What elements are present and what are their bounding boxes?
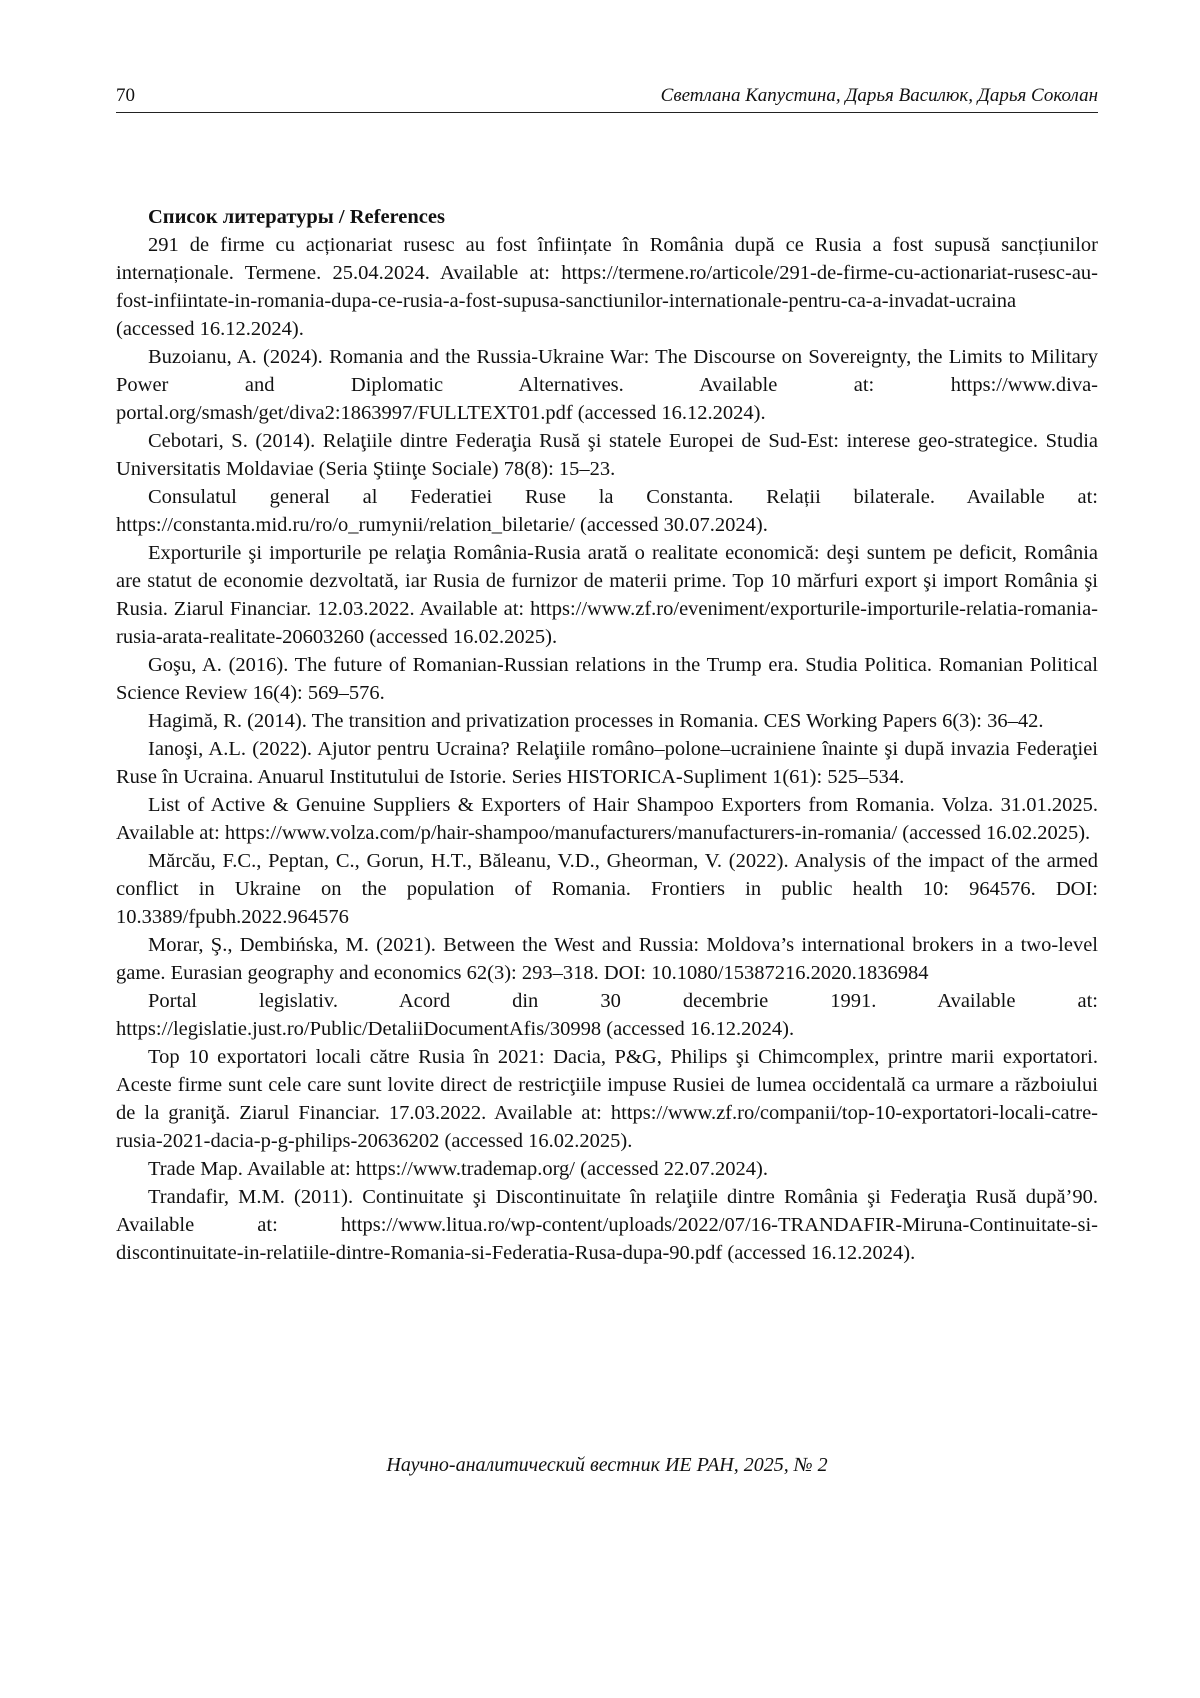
page-number: 70	[116, 85, 135, 106]
reference-item: Exporturile şi importurile pe relaţia România-Rusia arată o realitate economică: deşi suntem pe deficit, România are statut de economie dezvoltată, iar Rusia de furnizor de materii prime. Top 10 mărfuri export şi import România şi Rusia. Ziarul Financiar. 12.03.2022. Available at: https://www.zf.ro/eveniment/exporturile-importurile-relatia-romania-rusia-arata-realitate-20603260 (accessed 16.02.2025).	[116, 542, 1098, 648]
reference-item: Consulatul general al Federatiei Ruse la Constanta. Relații bilaterale. Available at: https://constanta.mid.ru/ro/o_rumynii/relation_biletarie/ (accessed 30.07.2024).	[116, 486, 1098, 536]
references-heading: Список литературы / References	[148, 206, 445, 228]
reference-item: List of Active & Genuine Suppliers & Exporters of Hair Shampoo Exporters from Romania. Volza. 31.01.2025. Available at: https://www.volza.com/p/hair-shampoo/manufacturers/manufacturers-in-romania/ (accessed 16.02.2025).	[116, 794, 1098, 844]
reference-item: Mărcău, F.C., Peptan, C., Gorun, H.T., Băleanu, V.D., Gheorman, V. (2022). Analysis of the impact of the armed conflict in Ukraine on the population of Romania. Frontiers in public health 10: 964576. DOI: 10.3389/fpubh.2022.964576	[116, 850, 1098, 928]
page-header	[116, 82, 1098, 113]
reference-item: Goşu, A. (2016). The future of Romanian-Russian relations in the Trump era. Studia Politica. Romanian Political Science Review 16(4): 569–576.	[116, 654, 1098, 704]
reference-item: Buzoianu, A. (2024). Romania and the Russia-Ukraine War: The Discourse on Sovereignty, the Limits to Military Power and Diplomatic Alternatives. Available at: https://www.diva-portal.org/smash/get/diva2:1863997/FULLTEXT01.pdf (accessed 16.12.2024).	[116, 346, 1098, 424]
running-head: Светлана Капустина, Дарья Василюк, Дарья Соколан	[660, 85, 1098, 106]
references-section	[116, 203, 1098, 1267]
reference-item: 291 de firme cu acționariat rusesc au fost înființate în România după ce Rusia a fost supusă sancțiunilor internaționale. Termene. 25.04.2024. Available at: https://termene.ro/articole/291-de-firme-cu-actionariat-rusesc-au-fost-infiintate-in-romania-dupa-ce-rusia-a-fost-supusa-sanctiunilor-internationale-pentru-ca-a-invadat-ucraina (accessed 16.12.2024).	[116, 234, 1098, 340]
reference-item: Trandafir, M.M. (2011). Continuitate şi Discontinuitate în relaţiile dintre România şi Federaţia Rusă după’90. Available at: https://www.litua.ro/wp-content/uploads/2022/07/16-TRANDAFIR-Miruna-Continuitate-si-discontinuitate-in-relatiile-dintre-Romania-si-Federatia-Rusa-dupa-90.pdf (accessed 16.12.2024).	[116, 1186, 1098, 1264]
page-footer: Научно-аналитический вестник ИЕ РАН, 2025, № 2	[386, 1454, 828, 1476]
reference-item: Ianoşi, A.L. (2022). Ajutor pentru Ucraina? Relaţiile româno–polone–ucrainiene înainte şi după invazia Federaţiei Ruse în Ucraina. Anuarul Institutului de Istorie. Series HISTORICA-Supliment 1(61): 525–534.	[116, 738, 1098, 788]
reference-item: Hagimă, R. (2014). The transition and privatization processes in Romania. CES Working Papers 6(3): 36–42.	[148, 710, 1044, 732]
reference-item: Portal legislativ. Acord din 30 decembrie 1991. Available at: https://legislatie.just.ro/Public/DetaliiDocumentAfis/30998 (accessed 16.12.2024).	[116, 990, 1098, 1040]
reference-item: Morar, Ş., Dembińska, M. (2021). Between the West and Russia: Moldova’s international brokers in a two-level game. Eurasian geography and economics 62(3): 293–318. DOI: 10.1080/15387216.2020.1836984	[116, 934, 1098, 984]
reference-item: Trade Map. Available at: https://www.trademap.org/ (accessed 22.07.2024).	[148, 1158, 768, 1180]
reference-item: Cebotari, S. (2014). Relaţiile dintre Federaţia Rusă şi statele Europei de Sud-Est: interese geo-strategice. Studia Universitatis Moldaviae (Seria Ştiinţe Sociale) 78(8): 15–23.	[116, 430, 1098, 480]
reference-item: Top 10 exportatori locali către Rusia în 2021: Dacia, P&G, Philips şi Chimcomplex, printre marii exportatori. Aceste firme sunt cele care sunt lovite direct de restricţiile impuse Rusiei de lumea occidentală ca urmare a războiului de la graniţă. Ziarul Financiar. 17.03.2022. Available at: https://www.zf.ro/companii/top-10-exportatori-locali-catre-rusia-2021-dacia-p-g-philips-20636202 (accessed 16.02.2025).	[116, 1046, 1098, 1152]
